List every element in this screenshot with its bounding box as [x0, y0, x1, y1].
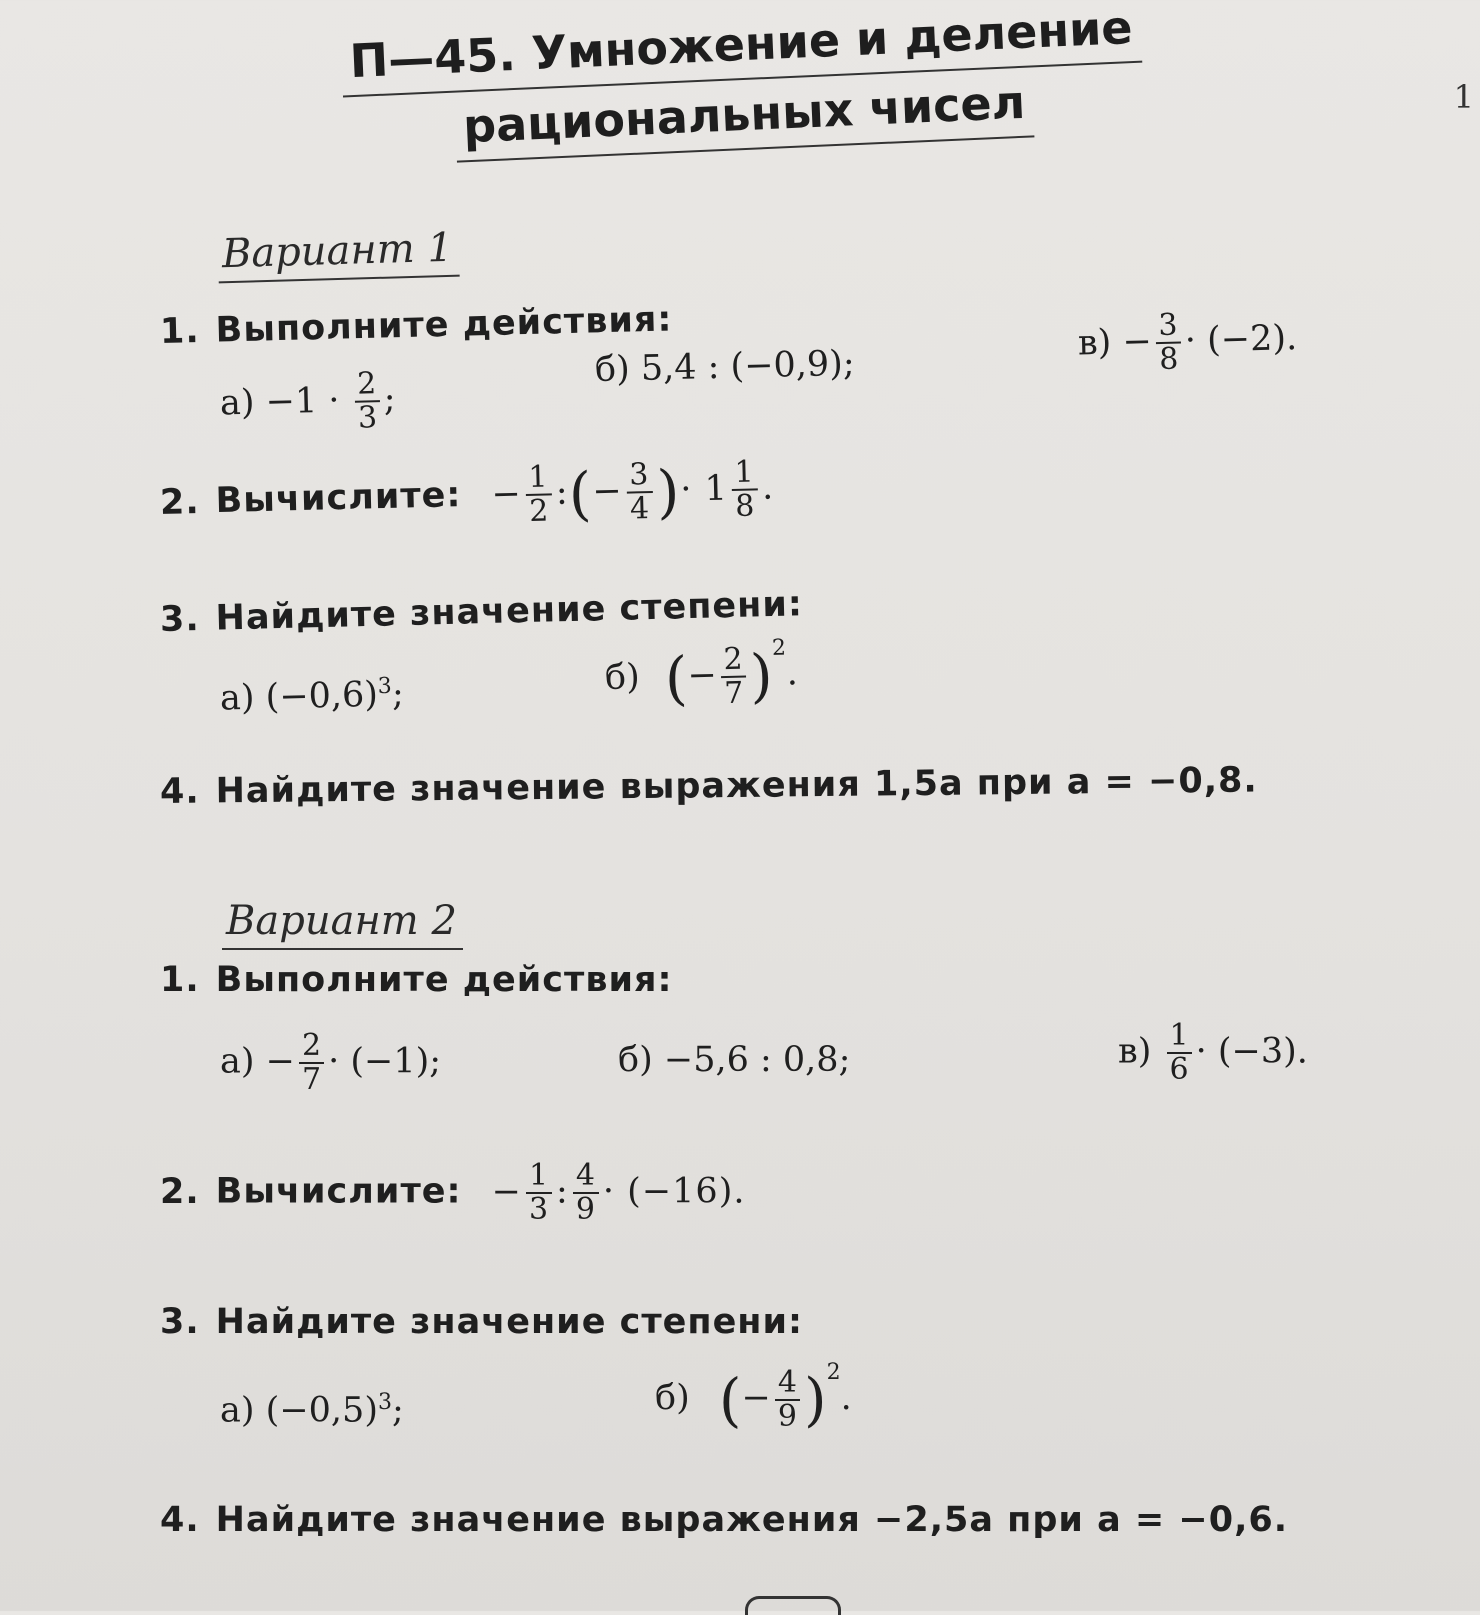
variant-1-heading: Вариант 1	[217, 225, 459, 284]
fraction: $\frac{2}{7}$	[720, 643, 747, 710]
fraction: $\frac{1}{3}$	[526, 1160, 552, 1226]
v1-t3-a: а) $(-0,6)^3$;	[219, 673, 405, 719]
title-line-2: рациональных чисел	[454, 67, 1035, 162]
v2-t1-b: б) −5,6 : 0,8;	[618, 1040, 851, 1080]
v2-t3-b: б) (− $\frac{4}{9}$ )$^2$.	[655, 1360, 852, 1434]
v1-task-3: 3. Найдите значение степени:	[159, 584, 804, 640]
v2-t1-c: в) $\frac{1}{6}$ · (−3).	[1118, 1018, 1308, 1087]
v1-task-1	[160, 299, 673, 352]
fraction: $\frac{1}{6}$	[1167, 1020, 1192, 1086]
page-edge-number: 1	[1453, 78, 1474, 116]
v2-task-1: 1. Выполните действия:	[160, 960, 673, 1000]
page-bottom-mark	[745, 1596, 841, 1615]
task-number: 1.	[159, 311, 201, 352]
title-line-1: П—45. Умножение и деление	[340, 0, 1142, 97]
v1-t3-b: б) (− $\frac{2}{7}$ )$^2$.	[604, 635, 799, 713]
fraction: $\frac{3}{8}$	[1155, 309, 1182, 376]
fraction: $\frac{3}{4}$	[626, 459, 654, 526]
task-heading: Выполните действия:	[215, 299, 673, 351]
fraction: $\frac{1}{2}$	[525, 461, 553, 528]
fraction: $\frac{2}{3}$	[354, 368, 381, 435]
v1-t1-a: а) −1 · $\frac{2}{3}$ ;	[219, 366, 396, 436]
v1-task-4: 4. Найдите значение выражения 1,5a при a = −0,8.	[159, 760, 1258, 812]
v1-t1-c: в) − $\frac{3}{8}$ · (−2).	[1077, 307, 1298, 378]
variant-2-heading: Вариант 2	[222, 898, 463, 950]
fraction: $\frac{2}{7}$	[299, 1030, 324, 1096]
v2-task-2: 2. Вычислите: − $\frac{1}{3}$ : $\frac{4}{9}$ · (−16).	[160, 1158, 746, 1227]
v2-task-3: 3. Найдите значение степени:	[160, 1302, 804, 1342]
v1-t1-b: б) 5,4 : (−0,9);	[594, 343, 856, 390]
fraction: $\frac{4}{9}$	[775, 1367, 800, 1433]
v1-task-2: 2. Вычислите: − $\frac{1}{2}$ :(− $\frac{3}{4}$ )· 1 $\frac{1}{8}$ .	[159, 454, 775, 529]
v2-t3-a: а) $(-0,5)^3$;	[220, 1390, 404, 1431]
fraction: $\frac{1}{8}$	[731, 456, 759, 523]
v2-t1-a: а) − $\frac{2}{7}$ · (−1);	[220, 1028, 442, 1097]
v2-task-4: 4. Найдите значение выражения −2,5a при a = −0,6.	[160, 1500, 1289, 1540]
section-title	[330, 0, 1155, 168]
fraction: $\frac{4}{9}$	[573, 1160, 599, 1226]
